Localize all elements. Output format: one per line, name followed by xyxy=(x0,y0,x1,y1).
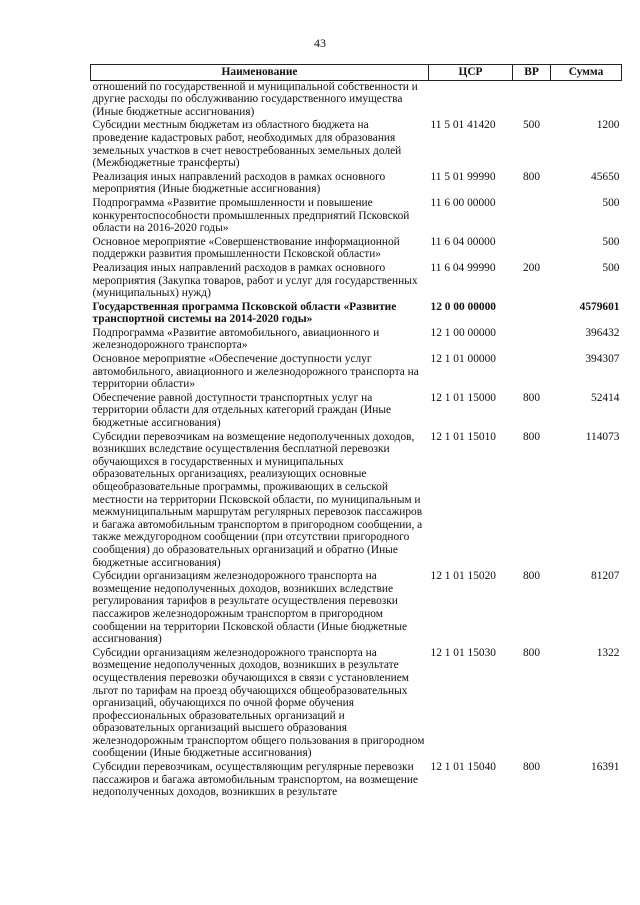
row-vr-cell xyxy=(513,327,551,353)
table-body xyxy=(91,80,622,800)
row-name-cell: Подпрограмма «Развитие автомобильного, авиационного и железнодорожного транспорта» xyxy=(92,326,380,352)
row-vr-cell xyxy=(513,301,551,327)
row-sum-cell: 1200 xyxy=(596,119,620,132)
row-csr-cell: 11 5 01 99990 xyxy=(430,170,496,183)
row-vr-cell: 200 xyxy=(522,261,541,274)
table-row xyxy=(91,353,622,392)
row-csr-cell: 12 1 01 15010 xyxy=(430,430,496,443)
row-vr-cell xyxy=(513,197,551,236)
row-csr-cell: 12 1 01 00000 xyxy=(430,353,496,366)
row-name-cell: Субсидии организациям железнодорожного транспорта на возмещение недополученных доходов, возникших в результате осуществления перевозки обучающихся в связи с установлением льгот по тарифам на проезд обучающихся общеобразовательных организаций, обучающихся по очной форме обучения профессиональных образовательных организаций и образовательных организаций высшего образования железнодорожным транспортом общего пользования в пригородном сообщении (Иные бюджетные ассигнования) xyxy=(92,646,425,760)
header-name: Наименование xyxy=(91,65,429,81)
row-sum-cell: 52414 xyxy=(591,391,620,404)
table-row xyxy=(91,431,622,571)
row-sum-cell: 4579601 xyxy=(579,300,620,313)
row-name-cell: Подпрограмма «Развитие промышленности и повышение конкурентоспособности промышленных предприятий Псковской области на 2016-2020 годы» xyxy=(92,196,410,235)
row-csr-cell: 12 1 01 15000 xyxy=(430,391,496,404)
row-name-cell: Реализация иных направлений расходов в рамках основного мероприятия (Закупка товаров, работ и услуг для государственных (муниципальных) нужд) xyxy=(92,261,418,300)
row-vr-cell: 800 xyxy=(522,646,541,659)
row-sum-cell: 500 xyxy=(602,261,620,274)
row-sum-cell: 500 xyxy=(602,196,620,209)
row-csr-cell: 12 1 00 00000 xyxy=(430,326,496,339)
budget-table xyxy=(90,64,622,800)
row-name-cell: Государственная программа Псковской области «Развитие транспортной системы на 2014-2020 годы» xyxy=(92,300,397,326)
table-row xyxy=(91,262,622,301)
table-row xyxy=(91,327,622,353)
row-sum-cell: 45650 xyxy=(591,170,620,183)
row-name-cell: отношений по государственной и муниципальной собственности и другие расходы по обслуживанию государственного имущества (Иные бюджетные ассигнования) xyxy=(92,80,418,118)
table-row xyxy=(91,171,622,197)
row-vr-cell: 500 xyxy=(522,119,541,132)
row-vr-cell xyxy=(513,236,551,262)
row-vr-cell: 800 xyxy=(522,761,541,774)
table-row xyxy=(91,570,622,647)
row-sum-cell: 500 xyxy=(602,235,620,248)
row-name-cell: Основное мероприятие «Обеспечение доступности услуг автомобильного, авиационного и железнодорожного транспорта на территории области» xyxy=(92,353,419,391)
header-csr: ЦСР xyxy=(429,65,513,81)
row-vr-cell: 800 xyxy=(522,170,541,183)
row-csr-cell xyxy=(429,80,513,119)
row-sum-cell: 396432 xyxy=(585,326,620,339)
table-row xyxy=(91,119,622,170)
table-row xyxy=(91,761,622,800)
table-header xyxy=(91,65,622,81)
row-sum-cell xyxy=(551,80,622,119)
page-number: 43 xyxy=(314,36,326,50)
row-name-cell: Основное мероприятие «Совершенствование информационной поддержки развития промышленности Псковской области» xyxy=(92,235,400,261)
row-csr-cell: 12 1 01 15020 xyxy=(430,570,496,583)
row-sum-cell: 1322 xyxy=(596,646,620,659)
row-vr-cell: 800 xyxy=(522,570,541,583)
table-row xyxy=(91,80,622,119)
table-row xyxy=(91,301,622,327)
row-csr-cell: 12 1 01 15030 xyxy=(430,646,496,659)
header-vr: ВР xyxy=(513,65,551,81)
row-name-cell: Субсидии организациям железнодорожного транспорта на возмещение недополученных доходов, возникших вследствие регулирования тарифов в результате осуществления перевозки пассажиров железнодорожным транспортом в пригородном сообщении на территории Псковской области (Иные бюджетные ассигнования) xyxy=(92,570,408,646)
row-name-cell: Субсидии перевозчикам на возмещение недополученных доходов, возникших вследствие осуществления бесплатной перевозки обучающихся в государственных и муниципальных образовательных организациях, реализующих основные общеобразовательные программы, проживающих в сельской местности на территории Псковской области, по муниципальным и межмуниципальным маршрутам регулярных перевозок пассажиров и багажа автомобильным транспортом в пригородном сообщении, а также междугородном сообщении (при отсутствии пригородного сообщения) до образовательных организаций и обратно (Иные бюджетные ассигнования) xyxy=(92,430,423,569)
table-row xyxy=(91,392,622,431)
row-sum-cell: 81207 xyxy=(591,570,620,583)
row-name-cell: Субсидии перевозчикам, осуществляющим регулярные перевозки пассажиров и багажа автомобильным транспортом, на возмещение недополученных доходов, возникших в результате xyxy=(92,761,419,799)
table-row xyxy=(91,647,622,761)
row-csr-cell: 11 6 04 99990 xyxy=(430,261,496,274)
row-vr-cell xyxy=(513,80,551,119)
header-sum: Сумма xyxy=(551,65,622,81)
row-name-cell: Субсидии местным бюджетам из областного бюджета на проведение кадастровых работ, необходимых для образования земельных участков в счет невостребованных земельных долей (Межбюджетные трансферты) xyxy=(92,119,402,170)
table-row xyxy=(91,197,622,236)
row-csr-cell: 11 6 00 00000 xyxy=(430,196,496,209)
row-csr-cell: 11 5 01 41420 xyxy=(430,119,496,132)
row-sum-cell: 114073 xyxy=(585,430,620,443)
row-csr-cell: 12 1 01 15040 xyxy=(430,761,496,774)
row-sum-cell: 16391 xyxy=(591,761,620,774)
row-vr-cell: 800 xyxy=(522,430,541,443)
row-csr-cell: 11 6 04 00000 xyxy=(430,235,496,248)
row-name-cell: Обеспечение равной доступности транспортных услуг на территории области для отдельных категорий граждан (Иные бюджетные ассигнования) xyxy=(92,391,392,430)
row-sum-cell: 394307 xyxy=(585,353,620,366)
row-name-cell: Реализация иных направлений расходов в рамках основного мероприятия (Иные бюджетные ассигнования) xyxy=(92,170,386,196)
table-row xyxy=(91,236,622,262)
row-csr-cell: 12 0 00 00000 xyxy=(430,300,496,313)
row-vr-cell xyxy=(513,353,551,392)
row-vr-cell: 800 xyxy=(522,391,541,404)
